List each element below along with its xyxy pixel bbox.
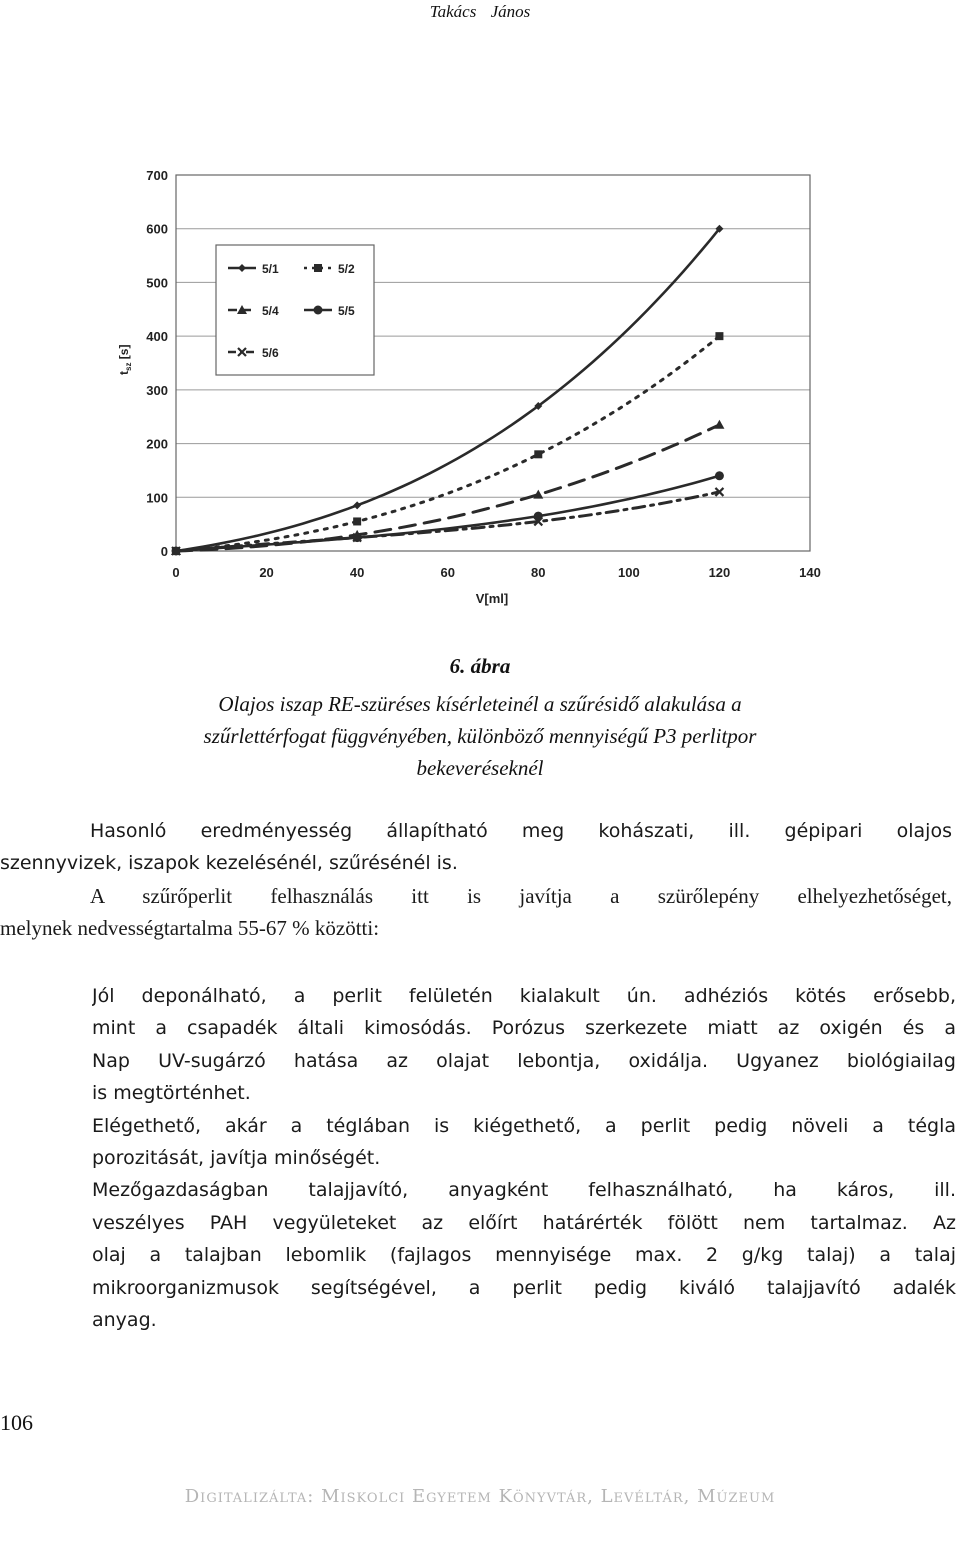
x-axis-label: V[ml]	[475, 591, 509, 606]
page-number: 106	[0, 1410, 33, 1435]
list-items	[92, 980, 956, 1336]
legend	[216, 245, 374, 375]
list-item-line: Mezőgazdaságban talajjavító, anyagként felhasználható, ha káros, ill.	[92, 1179, 956, 1202]
y-tick-label: 400	[146, 329, 168, 345]
y-tick-label: 500	[146, 275, 168, 291]
caption-line-2: szűrlettérfogat függvényében, különböző mennyiségű P3 perlitpor	[203, 724, 757, 748]
data-point-5-2	[715, 332, 723, 340]
legend-label: 5/5	[338, 304, 355, 318]
y-tick-label: 300	[146, 382, 168, 398]
list-item-line: mikroorganizmusok segítségével, a perlit pedig kiváló talajjavító adalék	[92, 1276, 956, 1299]
data-point-5-5	[715, 471, 724, 480]
data-point-5-1	[353, 501, 361, 509]
paragraph-1-line-2: szennyvizek, iszapok kezelésénél, szűrésénél is.	[0, 852, 458, 874]
legend-label: 5/1	[262, 262, 279, 276]
list-item-line: Elégethető, akár a téglában is kiégethető, a perlit pedig növeli a tégla	[92, 1114, 956, 1137]
y-tick-label: 0	[160, 544, 168, 559]
caption-line-3: bekeveréseknél	[416, 756, 544, 780]
y-tick-label: 200	[146, 436, 168, 452]
legend-marker-5-5	[314, 306, 323, 315]
list-item-line: Jól deponálható, a perlit felületén kialakult ún. adhéziós kötés erősebb,	[92, 985, 956, 1007]
list-item-line: Nap UV-sugárzó hatása az olajat lebontja, oxidálja. Ugyanez biológiailag	[92, 1049, 956, 1072]
x-tick-label: 40	[349, 565, 365, 580]
legend-label: 5/2	[338, 262, 355, 276]
author-first-name: Takács	[429, 2, 477, 21]
x-tick-label: 120	[708, 565, 731, 580]
data-point-5-4	[714, 420, 724, 429]
series-line-5-5	[176, 476, 719, 551]
legend-label: 5/4	[262, 304, 279, 318]
digitization-footer: Digitalizálta: Miskolci Egyetem Könyvtár, Levéltár, Múzeum	[184, 1486, 776, 1507]
x-tick-label: 100	[618, 565, 640, 580]
paragraph-1-line-1: Hasonló eredményesség állapítható meg kohászati, ill. gépipari olajos	[90, 820, 952, 842]
y-tick-label: 600	[146, 221, 168, 237]
y-axis-label: $t_{sz}$ [s]	[117, 344, 133, 375]
y-tick-label: 100	[146, 490, 168, 506]
x-tick-label: 0	[172, 565, 180, 580]
list-item-line: mint a csapadék általi kimosódás. Porózus szerkezete miatt az oxigén és a	[92, 1017, 956, 1040]
caption-line-1: Olajos iszap RE-szüréses kísérleteinél a szűrésidő alakulása a	[218, 692, 742, 716]
y-tick-label: 700	[146, 168, 168, 183]
list-item-line: is megtörténhet.	[92, 1082, 251, 1105]
data-point-5-2	[353, 517, 361, 525]
figure-number: 6. ábra	[449, 654, 511, 678]
running-header	[0, 2, 960, 22]
x-tick-label: 20	[259, 565, 274, 580]
legend-marker-5-2	[314, 264, 322, 272]
list-item-line: olaj a talajban lebomlik (fajlagos mennyisége max. 2 g/kg talaj) a talaj	[92, 1244, 956, 1267]
list-item-line: porozitását, javítja minőségét.	[92, 1146, 381, 1169]
author-last-name: János	[490, 2, 531, 21]
legend-label: 5/6	[262, 346, 279, 360]
x-tick-label: 140	[799, 565, 821, 580]
list-item-line: anyag.	[92, 1308, 157, 1331]
filtration-time-chart	[100, 150, 840, 610]
data-point-5-2	[534, 450, 542, 458]
x-tick-label: 60	[440, 565, 455, 580]
x-tick-label: 80	[531, 565, 546, 580]
list-item-line: veszélyes PAH vegyületeket az előírt határérték fölött nem tartalmaz. Az	[92, 1211, 956, 1234]
paragraph-2-line-2: melynek nedvességtartalma 55-67 % közötti:	[0, 916, 380, 940]
paragraph-2-line-1: A szűrőperlit felhasználás itt is javítja a szürőlepény elhelyezhetőséget,	[90, 884, 952, 908]
